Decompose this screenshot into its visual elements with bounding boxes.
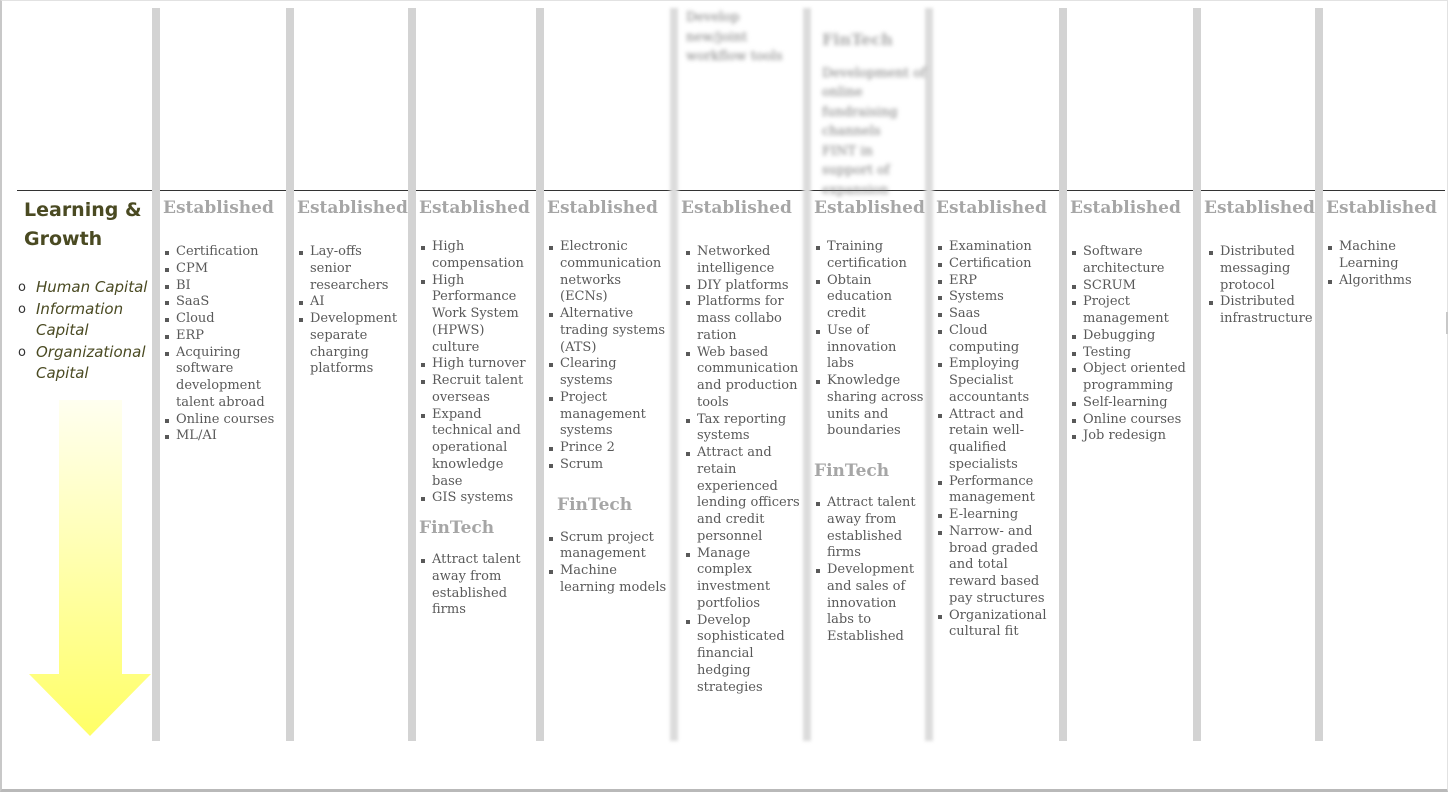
fintech-heading: FinTech bbox=[419, 518, 495, 538]
list-item: Platforms for mass collabo ration bbox=[684, 294, 802, 344]
list-item: Organizational cultural fit bbox=[936, 608, 1058, 642]
column-2 bbox=[297, 197, 408, 378]
list-item: Distributed messaging protocol bbox=[1207, 244, 1314, 294]
fintech-heading: FinTech bbox=[557, 494, 633, 515]
list-item: SaaS bbox=[163, 294, 285, 311]
list-item: CPM bbox=[163, 261, 285, 278]
list-item: Cloud computing bbox=[936, 323, 1058, 357]
list-item: Employing Specialist accountants bbox=[936, 356, 1058, 406]
list-item: Prince 2 bbox=[547, 440, 669, 457]
list-item: Expand technical and operational knowledge base bbox=[419, 407, 535, 491]
column-3 bbox=[419, 197, 535, 619]
header-divider bbox=[17, 190, 1445, 191]
list-item: Project management bbox=[1070, 294, 1192, 328]
list-item: High turnover bbox=[419, 356, 535, 373]
blurred-line: Develop bbox=[686, 10, 740, 25]
column-list bbox=[297, 244, 405, 378]
column-5 bbox=[681, 197, 802, 696]
list-item: High compensation bbox=[419, 239, 535, 273]
list-item: Web based communication and production tools bbox=[684, 345, 802, 412]
list-item: Attract and retain well-qualified specialists bbox=[936, 407, 1058, 474]
list-item: Recruit talent overseas bbox=[419, 373, 535, 407]
list-item: Job redesign bbox=[1070, 428, 1192, 445]
list-item: Training certification bbox=[814, 239, 924, 273]
column-separator bbox=[408, 8, 416, 741]
column-heading: Established bbox=[419, 198, 530, 218]
list-item: Manage complex investment portfolios bbox=[684, 546, 802, 613]
column-separator bbox=[670, 8, 678, 741]
list-item: ERP bbox=[936, 273, 1058, 290]
list-item: Attract and retain experienced lending officers and credit personnel bbox=[684, 445, 802, 546]
column-separator bbox=[1315, 8, 1323, 741]
column-list bbox=[681, 244, 802, 696]
list-item: Distributed infrastructure bbox=[1207, 294, 1314, 328]
column-4 bbox=[547, 197, 669, 597]
list-item: Attract talent away from established firms bbox=[419, 552, 535, 619]
list-item: ML/AI bbox=[163, 428, 285, 445]
column-heading: Established bbox=[1204, 198, 1315, 218]
column-heading: Established bbox=[681, 198, 792, 218]
column-8 bbox=[1070, 197, 1192, 445]
column-10 bbox=[1326, 197, 1442, 289]
column-heading: Established bbox=[936, 198, 1047, 218]
column-list bbox=[1204, 244, 1314, 328]
column-separator bbox=[1193, 8, 1201, 741]
list-item: Knowledge sharing across units and boundaries bbox=[814, 373, 924, 440]
column-list bbox=[163, 244, 285, 445]
list-item: Networked intelligence bbox=[684, 244, 802, 278]
blurred-line: channels bbox=[822, 124, 881, 139]
capital-list bbox=[18, 277, 154, 385]
list-item: Lay-offs senior researchers bbox=[297, 244, 405, 294]
list-item: Obtain education credit bbox=[814, 273, 924, 323]
list-item: Examination bbox=[936, 239, 1058, 256]
list-item: DIY platforms bbox=[684, 278, 802, 295]
list-item: Software architecture bbox=[1070, 244, 1192, 278]
list-item: Machine learning models bbox=[547, 563, 669, 597]
list-item: GIS systems bbox=[419, 490, 535, 507]
fintech-list bbox=[814, 495, 924, 646]
list-item: Project management systems bbox=[547, 390, 669, 440]
list-item: SCRUM bbox=[1070, 278, 1192, 295]
list-item: Tax reporting systems bbox=[684, 412, 802, 446]
column-list bbox=[547, 239, 669, 474]
list-item: Scrum project management bbox=[547, 530, 669, 564]
column-list bbox=[1326, 239, 1442, 289]
list-item: Performance management bbox=[936, 474, 1058, 508]
list-item: Certification bbox=[163, 244, 285, 261]
learning-growth-title: Learning & Growth bbox=[24, 199, 142, 250]
fintech-heading: FinTech bbox=[814, 461, 890, 481]
list-item: Attract talent away from established firms bbox=[814, 495, 924, 562]
down-arrow-icon bbox=[27, 398, 153, 738]
capital-item: o Information Capital bbox=[18, 299, 154, 342]
column-separator bbox=[286, 8, 294, 741]
column-list bbox=[1070, 244, 1192, 445]
list-item: Alternative trading systems (ATS) bbox=[547, 306, 669, 356]
capital-item: o Human Capital bbox=[18, 277, 154, 299]
list-item: Saas bbox=[936, 306, 1058, 323]
list-item: Narrow- and broad graded and total reward based pay structures bbox=[936, 524, 1058, 608]
list-item: AI bbox=[297, 294, 405, 311]
list-item: Online courses bbox=[1070, 412, 1192, 429]
list-item: E-learning bbox=[936, 507, 1058, 524]
column-heading: Established bbox=[1326, 198, 1437, 218]
list-item: Certification bbox=[936, 256, 1058, 273]
list-item: Development separate charging platforms bbox=[297, 311, 405, 378]
list-item: Machine Learning bbox=[1326, 239, 1442, 273]
blurred-line: fundraising bbox=[822, 104, 898, 120]
list-item: Electronic communication networks (ECNs) bbox=[547, 239, 669, 306]
column-1 bbox=[163, 197, 285, 445]
column-separator bbox=[536, 8, 544, 741]
list-item: Systems bbox=[936, 289, 1058, 306]
column-7 bbox=[936, 197, 1058, 641]
column-heading: Established bbox=[547, 198, 658, 218]
column-separator bbox=[803, 8, 811, 741]
blurred-top-col6 bbox=[822, 30, 927, 200]
list-item: Online courses bbox=[163, 412, 285, 429]
column-6 bbox=[814, 197, 924, 646]
list-item: Acquiring software development talent abroad bbox=[163, 345, 285, 412]
column-heading: Established bbox=[1070, 198, 1181, 218]
blurred-top-col5 bbox=[686, 8, 796, 67]
blurred-line: new/joint bbox=[686, 29, 748, 45]
capital-item: o Organizational Capital bbox=[18, 342, 154, 385]
list-item: Testing bbox=[1070, 345, 1192, 362]
column-separator bbox=[1059, 8, 1067, 741]
list-item: Object oriented programming bbox=[1070, 361, 1192, 395]
list-item: Clearing systems bbox=[547, 356, 669, 390]
list-item: BI bbox=[163, 278, 285, 295]
list-item: Algorithms bbox=[1326, 273, 1442, 290]
list-item: Develop sophisticated financial hedging strategies bbox=[684, 613, 802, 697]
list-item: Use of innovation labs bbox=[814, 323, 924, 373]
list-item: ERP bbox=[163, 328, 285, 345]
list-item: Self-learning bbox=[1070, 395, 1192, 412]
column-list bbox=[936, 239, 1058, 641]
fintech-list bbox=[419, 552, 535, 619]
list-item: High Performance Work System (HPWS) culture bbox=[419, 273, 535, 357]
column-heading: Established bbox=[163, 198, 274, 218]
column-9 bbox=[1204, 197, 1314, 328]
scrollbar-tick bbox=[1446, 312, 1448, 334]
column-list bbox=[814, 239, 924, 440]
column-list bbox=[419, 239, 535, 507]
list-item: Development and sales of innovation labs to Established bbox=[814, 562, 924, 646]
list-item: Cloud bbox=[163, 311, 285, 328]
blurred-line: Development of bbox=[822, 65, 926, 81]
fintech-list bbox=[547, 530, 669, 597]
column-heading: Established bbox=[814, 198, 925, 218]
blurred-line: expansion bbox=[822, 182, 889, 198]
list-item: Debugging bbox=[1070, 328, 1192, 345]
blurred-line: workflow tools bbox=[686, 49, 783, 64]
column-heading: Established bbox=[297, 198, 408, 218]
list-item: Scrum bbox=[547, 457, 669, 474]
blurred-line: FINT in support of bbox=[822, 143, 890, 178]
blurred-title: FinTech bbox=[822, 30, 893, 49]
blurred-line: online bbox=[822, 85, 863, 100]
